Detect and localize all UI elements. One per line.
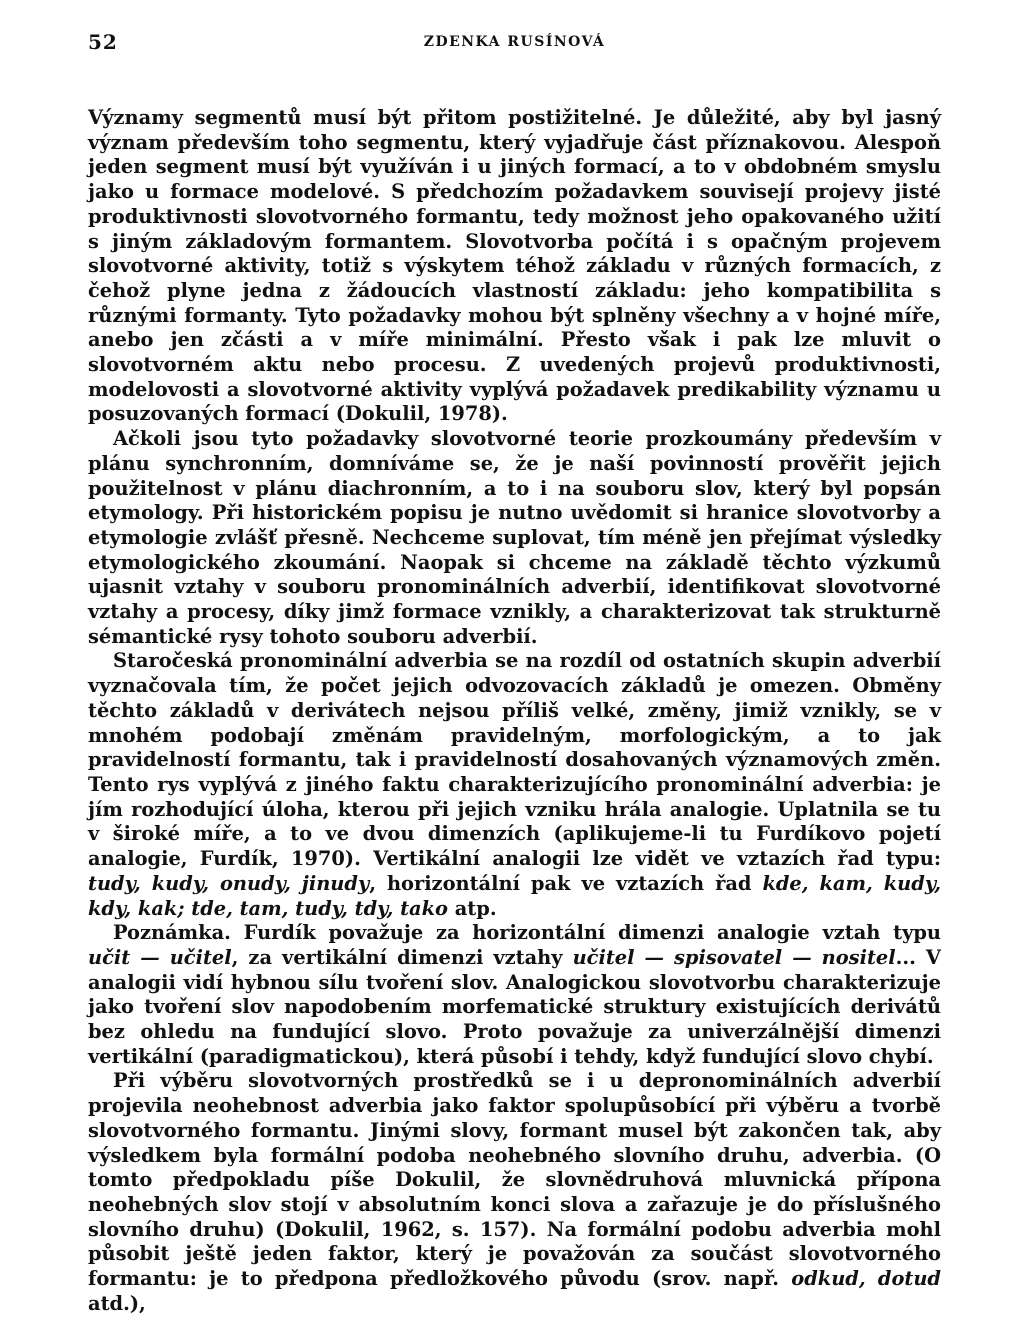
paragraph-text: Ačkoli jsou tyto požadavky slovotvorné teorie prozkoumány především v plánu synchronním, domníváme se, že je naší povinností prověřit jejich použitelnost v plánu diachronním, a to i na souboru slov, který byl popsán etymology. Při historickém popisu je nutno uvědomit si hranice slovotvorby a etymologie zvlášť přesně. Nechceme suplovat, tím méně jen přejímat výsledky etymologického zkoumání. Naopak si chceme na základě těchto výzkumů ujasnit vztahy v souboru pronominálních adverbií, identifikovat slovotvorné vztahy a procesy, díky jimž formace vznikly, a charakterizovat tak strukturně sémantické rysy tohoto souboru adverbií. xyxy=(88,427,941,648)
paragraph xyxy=(88,649,941,921)
body-text xyxy=(88,106,941,1316)
paragraph-text: Při výběru slovotvorných prostředků se i u depronominálních adverbií projevila neohebnost adverbia jako faktor spolupůsobící při výběru a tvorbě slovotvorného formantu. Jinými slovy, formant musel být zakončen tak, aby výsledkem byla formální podoba neohebného slovního druhu, adverbia. (O tomto předpokladu píše Dokulil, že slovnědruhová mluvnická přípona neohebných slov stojí v absolutním konci slova a zařazuje je do příslušného slovního druhu) (Dokulil, 1962, s. 157). Na formální podobu adverbia mohl působit ještě jeden faktor, který je považován za součást slovotvorného formantu: je to předpona předložkového původu (srov. např. xyxy=(88,1069,941,1291)
paragraph xyxy=(88,921,941,1069)
paragraph-text: atd.), xyxy=(88,1291,146,1315)
running-title: ZDENKA RUSÍNOVÁ xyxy=(423,34,606,50)
paragraph-text: Staročeská pronominální adverbia se na rozdíl od ostatních skupin adverbií vyznačovala tím, že počet jejich odvozovacích základů je omezen. Obměny těchto základů v derivátech nejsou příliš velké, změny, jimiž vznikly, se v mnohém podobají změnám pravidelným, morfologickým, a to jak pravidelností formantu, tak i pravidelností dosahovaných významových změn. Tento rys vyplývá z jiného faktu charakterizujícího pronominální adverbia: je jím rozhodující úloha, kterou při jejich vzniku hrála analogie. Uplatnila se tu v široké míře, a to ve dvou dimenzích (aplikujeme-li tu Furdíkovo pojetí analogie, Furdík, 1970). Vertikální analogii lze vidět ve vztazích řad typu: xyxy=(88,649,941,871)
italic-example: učitel — spisovatel — nositel xyxy=(572,945,896,969)
paragraph xyxy=(88,106,941,427)
running-head xyxy=(88,30,941,62)
page-number: 52 xyxy=(88,30,118,54)
page xyxy=(88,30,941,1316)
paragraph-text: Významy segmentů musí být přitom postižitelné. Je důležité, aby byl jasný význam především toho segmentu, který vyjadřuje část příznakovou. Alespoň jeden segment musí být využíván i u jiných formací, a to v obdobném smyslu jako u formace modelové. S předchozím požadavkem souvisejí projevy jisté produktivnosti slovotvorného formantu, tedy možnost jeho opakovaného užití s jiným základovým formantem. Slovotvorba počítá i s opačným projevem slovotvorné aktivity, totiž s výskytem téhož základu v různých formacích, z čehož plyne jedna z žádoucích vlastností základu: jeho kompatibilita s různými formanty. Tyto požadavky mohou být splněny všechny a v hojné míře, anebo jen zčásti a v míře minimální. Přesto však i pak lze mluvit o slovotvorném aktu nebo procesu. Z uvedených projevů produktivnosti, modelovosti a slovotvorné aktivity vyplývá požadavek predikability významu u posuzovaných formací (Dokulil, 1978). xyxy=(88,106,941,426)
paragraph xyxy=(88,427,941,649)
paragraph-text: , za vertikální dimenzi vztahy xyxy=(231,945,573,969)
paragraph-text: , horizontální pak ve vztazích řad xyxy=(369,871,763,895)
paragraph xyxy=(88,1069,941,1316)
paragraph-text: Poznámka. Furdík považuje za horizontální dimenzi analogie vztah typu xyxy=(113,921,941,945)
italic-example: učit — učitel xyxy=(88,945,232,969)
paragraph-text: atp. xyxy=(447,896,497,920)
italic-example: odkud, dotud xyxy=(791,1267,941,1291)
paragraph-text: ... V analogii vidí hybnou sílu tvoření slov. Analogickou slovotvorbu charakterizuje jako tvoření slov napodobením morfematické struktury existujících derivátů bez ohledu na fundující slovo. Proto považuje za univerzálnější dimenzi vertikální (paradigmatickou), která působí i tehdy, když fundující slovo chybí. xyxy=(88,945,941,1068)
italic-example: kde, kam, kudy, kdy, kak; tde, tam, tudy, tdy, tako xyxy=(88,871,941,920)
italic-example: tudy, kudy, onudy, jinudy xyxy=(88,871,370,895)
